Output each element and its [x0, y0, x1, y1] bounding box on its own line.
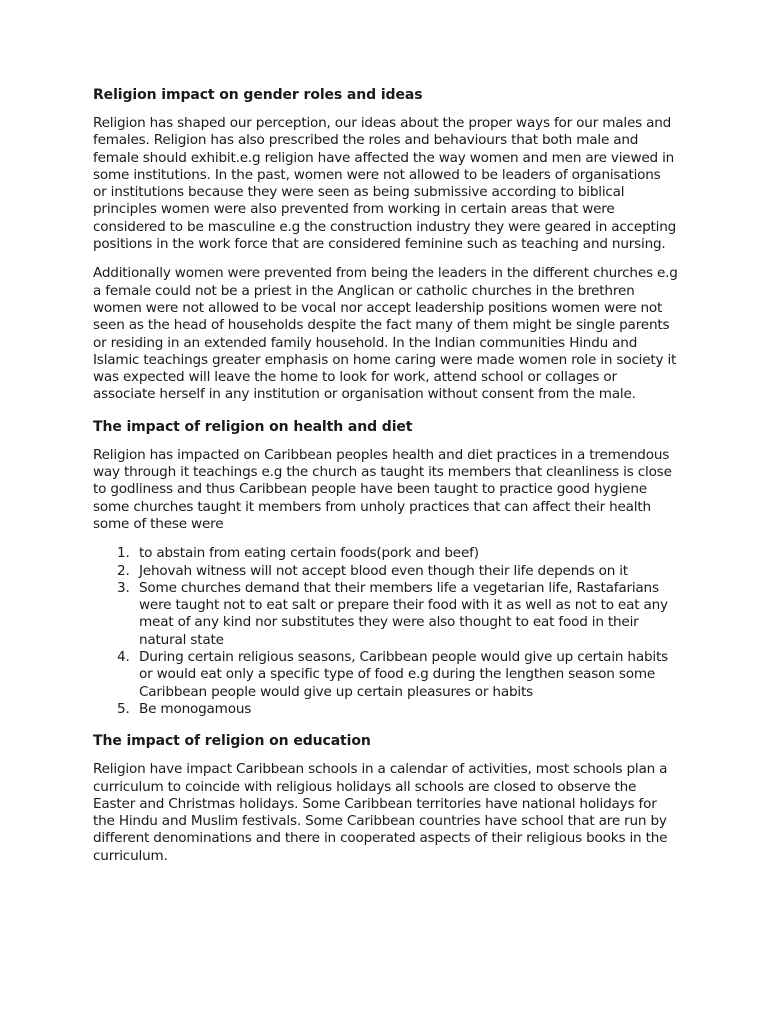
list-number: 5. [117, 700, 130, 717]
section-heading-gender: Religion impact on gender roles and ideas [93, 87, 423, 103]
list-item-text: During certain religious seasons, Caribbean people would give up certain habits or would eat only a specific type of food e.g during the lengthen season some Caribbean people would give up certain pleasures or habits [139, 649, 668, 700]
document-page [93, 86, 678, 877]
list-item-text: Some churches demand that their members life a vegetarian life, Rastafarians were taught not to eat salt or prepare their food with it as well as not to eat any meat of any kind nor substitutes they were also thought to eat food in their natural state [139, 579, 668, 648]
list-number: 4. [117, 649, 130, 666]
list-item [93, 701, 678, 718]
paragraph-education-1: Religion have impact Caribbean schools in a calendar of activities, most schools plan a curriculum to coincide with religious holidays all schools are closed to observe the Easter and Christmas holidays. Some Caribbean territories have national holidays for the Hindu and Muslim festivals. Some Caribbean countries have school that are run by different denominations and there in cooperated aspects of their religious books in the curriculum. [93, 761, 668, 864]
list-item [93, 563, 678, 580]
list-item [93, 580, 678, 649]
list-item [93, 545, 678, 562]
list-item-text: to abstain from eating certain foods(pork and beef) [139, 545, 479, 562]
section-heading-education: The impact of religion on education [93, 733, 371, 750]
paragraph-gender-1: Religion has shaped our perception, our ideas about the proper ways for our males and females. Religion has also prescribed the roles and behaviours that both male and female should exhibit.e.g religion have affected the way women and men are viewed in some institutions. In the past, women were not allowed to be leaders of organisations or institutions because they were seen as being submissive according to biblical principles women were also prevented from working in certain areas that were considered to be masculine e.g the construction industry they were geared in accepting positions in the work force that are considered feminine such as teaching and nursing. [93, 115, 677, 253]
list-item-text: Jehovah witness will not accept blood even though their life depends on it [139, 562, 628, 579]
health-practices-list [93, 545, 678, 718]
list-item-text: Be monogamous [139, 700, 252, 717]
list-number: 1. [117, 545, 130, 562]
list-number: 2. [117, 562, 130, 579]
list-item [93, 649, 678, 701]
paragraph-gender-2: Additionally women were prevented from being the leaders in the different churches e.g a female could not be a priest in the Anglican or catholic churches in the brethren women were not allowed to be vocal nor accept leadership positions women were not seen as the head of households despite the fact many of them might be single parents or residing in an extended family household. In the Indian communities Hindu and Islamic teachings greater emphasis on home caring were made women role in society it was expected will leave the home to look for work, attend school or collages or associate herself in any institution or organisation without consent from the male. [93, 265, 678, 403]
list-number: 3. [117, 579, 130, 596]
section-heading-health: The impact of religion on health and diet [93, 418, 413, 435]
paragraph-health-1: Religion has impacted on Caribbean peoples health and diet practices in a tremendous way through it teachings e.g the church as taught its members that cleanliness is close to godliness and thus Caribbean people have been taught to practice good hygiene some churches taught it members from unholy practices that can affect their health some of these were [93, 446, 672, 532]
